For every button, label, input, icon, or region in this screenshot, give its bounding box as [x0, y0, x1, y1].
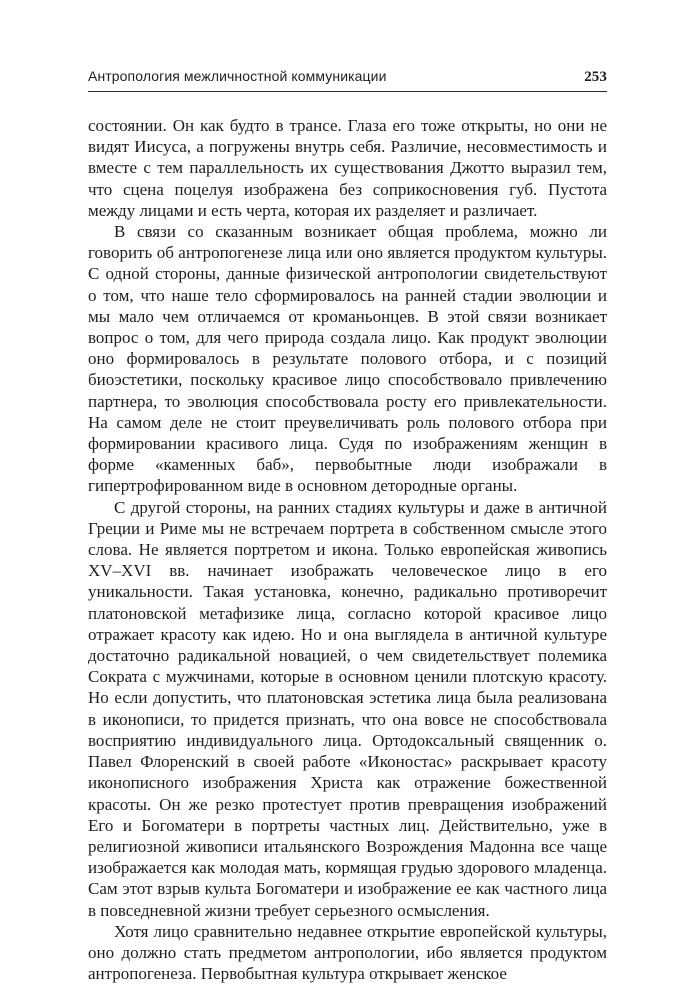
paragraph-anthropogenesis: В связи со сказанным возникает общая проблема, можно ли говорить об антропогенезе лица или оно является продуктом культуры. С одной стороны, данные физической антропологии свидетельствуют о том, что наше тело сформировалось на ранней стадии эволюции и мы мало чем отличаемся от кроманьонцев. В этой связи возникает вопрос о том, для чего природа создала лицо. Как продукт эволюции оно формировалось в результате полового отбора, и с позиций биоэстетики, поскольку красивое лицо способствовало привлечению партнера, то эволюция способствовала росту его привлекательности. На самом деле не стоит преувеличивать роль полового отбора при формировании красивого лица. Судя по изображениям женщин в форме «каменных баб», первобытные люди изображали в гипертрофированном виде в основном детородные органы.	[88, 222, 607, 496]
header-rule	[88, 91, 607, 92]
running-title: Антропология межличностной коммуникации	[88, 68, 387, 84]
paragraph-continuation: состоянии. Он как будто в трансе. Глаза его тоже открыты, но они не видят Иисуса, а погружены внутрь себя. Различие, несовместимость и вместе с тем параллельность их существования Джотто выразил тем, что сцена поцелуя изображена без соприкосновения губ. Пустота между лицами и есть черта, которая их разделяет и различает.	[88, 116, 607, 220]
paragraph-portrait: С другой стороны, на ранних стадиях культуры и даже в античной Греции и Риме мы не встречаем портрета в собственном смысле этого слова. Не является портретом и икона. Только европейская живопись XV–XVI вв. начинает изображать человеческое лицо в его уникальности. Такая установка, конечно, радикально противоречит платоновской метафизике лица, согласно которой красивое лицо отражает красоту как идею. Но и она выглядела в античной культуре достаточно радикальной новацией, о чем свидетельствует полемика Сократа с мужчинами, которые в основном ценили плотскую красоту. Но если допустить, что платоновская эстетика лица была реализована в иконописи, то придется признать, что она вовсе не способствовала восприятию индивидуального лица. Ортодоксальный священник о. Павел Флоренский в своей работе «Иконостас» раскрывает красоту иконописного изображения Христа как отражение божественной красоты. Он же резко протестует против превращения изображений Его и Богоматери в портреты частных лиц. Действительно, уже в религиозной живописи итальянского Возрождения Мадонна все чаще изображается как молодая мать, кормящая грудью здорового младенца. Сам этот взрыв культа Богоматери и изображение ее как частного лица в повседневной жизни требует серьезного осмысления.	[88, 497, 607, 920]
running-header	[88, 67, 607, 86]
body-text	[88, 115, 607, 984]
paragraph-face-discovery: Хотя лицо сравнительно недавнее открытие европейской культуры, оно должно стать предметом антропологии, ибо является продуктом антропогенеза. Первобытная культура открывает женское	[88, 921, 607, 984]
page-number: 253	[584, 69, 607, 85]
